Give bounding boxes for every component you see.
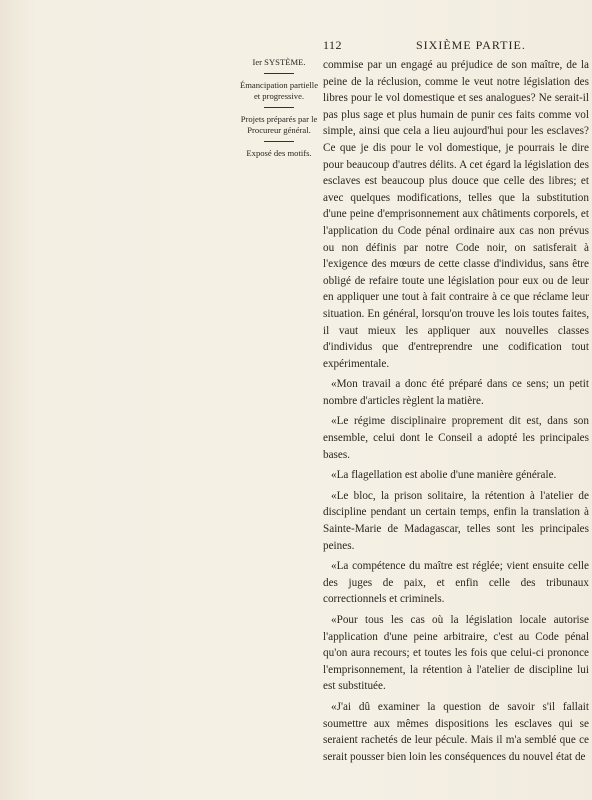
paragraph: commise par un engagé au préjudice de son maître, de la peine de la réclusion, comme le veut notre législation des libres pour le vol domestique et ses analogues? Ne serait-il pas plus sage et plus humain de punir ces faits comme vol simple, ainsi que cela a lieu aujourd'hui pour les esclaves? Ce que je dis pour le vol domestique, je pourrais le dire pour beaucoup d'autres délits. A cet égard la législation des esclaves est beaucoup plus douce que celle des libres; et avec quelques modifications, telles que la substitution d'une peine d'emprisonnement aux châtiments corporels, et l'application du Code pénal ordinaire aux cas non prévus ou non définis par notre Code noir, on satisferait à l'exigence des mœurs de cette classe d'individus, sans être obligé de refaire toute une législation pour eux ou de leur en appliquer une tout à fait contraire à ce que réclame leur situation. En général, lorsqu'on trouve les lois toutes faites, il vaut mieux les appliquer aux nouvelles classes d'individus que d'entreprendre une codification tout expérimentale.: [323, 59, 589, 370]
margin-note-expose: Exposé des motifs.: [246, 148, 312, 158]
paragraph: «La compétence du maître est réglée; vient ensuite celle des juges de paix, et enfin celle des tribunaux correctionnels et criminels.: [323, 560, 589, 606]
running-title: SIXIÈME PARTIE.: [416, 38, 526, 52]
margin-note-system: Ier SYSTÈME.: [252, 57, 306, 67]
paragraph: «Le régime disciplinaire proprement dit est, dans son ensemble, celui dont le Conseil a adopté les principales bases.: [323, 415, 589, 461]
paragraph: «Pour tous les cas où la législation locale autorise l'application d'une peine arbitraire, c'est au Code pénal qu'on aura recours; et toutes les fois que celui-ci prononce l'emprisonnement, la rétention à l'atelier de discipline lui est substituée.: [323, 614, 589, 693]
paragraph: «J'ai dû examiner la question de savoir s'il fallait soumettre aux mêmes dispositions les esclaves qui se seraient rachetés de leur pécule. Mais il m'a semblé que ce serait pousser bien loin les conséquences du nouvel état de: [323, 700, 589, 763]
margin-note-emancipation: Émancipation partielle et progressive.: [239, 80, 319, 101]
margin-divider: [264, 141, 294, 142]
main-text-column: [323, 57, 589, 763]
margin-divider: [264, 73, 294, 74]
paragraph: «Mon travail a donc été préparé dans ce sens; un petit nombre d'articles règlent la matière.: [323, 378, 589, 407]
paragraph: «Le bloc, la prison solitaire, la rétention à l'atelier de discipline pendant un certain temps, enfin la translation à Sainte-Marie de Madagascar, telles sont les principales peines.: [323, 489, 589, 552]
paragraph: «La flagellation est abolie d'une manière générale.: [331, 469, 557, 482]
running-header: [323, 38, 588, 52]
margin-note-projets: Projets préparés par le Procureur général.: [240, 114, 318, 135]
margin-notes: [238, 57, 320, 164]
page-number: 112: [323, 38, 343, 52]
margin-divider: [264, 107, 294, 108]
